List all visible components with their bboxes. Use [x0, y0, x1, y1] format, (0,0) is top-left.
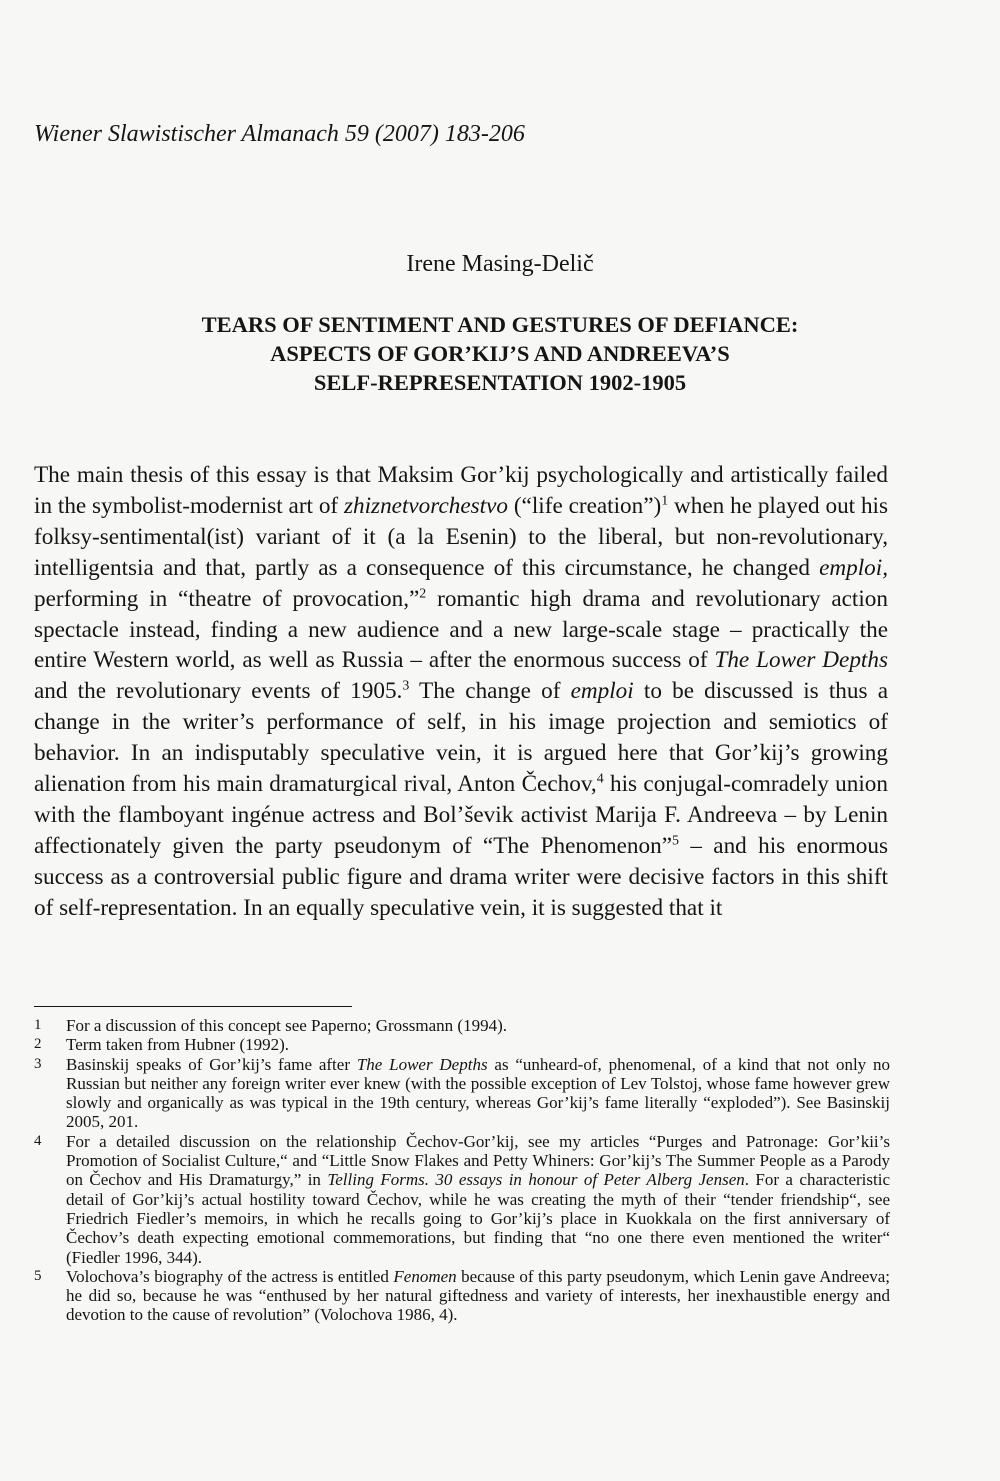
body-italic-title: The Lower Depths — [714, 647, 888, 674]
footnote-number: 4 — [34, 1132, 42, 1149]
footnote-italic-title: The Lower Depths — [356, 1054, 488, 1074]
body-text: The main thesis of this essay is that Maksim Gor’kij psychologically and artistically failed in the symbolist-modernist art of — [34, 462, 888, 519]
footnote-4 — [34, 1132, 890, 1267]
footnote-5 — [34, 1267, 890, 1325]
footnotes — [34, 1016, 890, 1325]
body-text: performing in “theatre of provocation,” — [34, 585, 420, 612]
footnote-ref-3[interactable]: 3 — [402, 679, 410, 694]
body-text: The change of — [409, 678, 571, 705]
body-text: his conjugal-comradely union with the flamboyant ingénue actress and Bol’ševik activist Marija F. Andreeva – by Lenin affectionately given the party pseudonym of “The Phenomenon” — [34, 771, 888, 859]
body-text: to be discussed is thus a change in the writer’s performance of self, in his image projection and semiotics of behavior. In an indisputably speculative vein, it is argued here that Gor’kij’s growing alienation from his main dramaturgical rival, Anton Čechov, — [34, 678, 888, 798]
footnote-text-part: Volochova’s biography of the actress is entitled — [66, 1266, 394, 1286]
body-italic-term: emploi, — [819, 554, 888, 581]
footnote-italic-title: Fenomen — [393, 1266, 457, 1286]
body-text: and the revolutionary events of 1905. — [34, 678, 403, 705]
footnote-1 — [34, 1016, 890, 1035]
footnote-number: 1 — [34, 1017, 42, 1033]
article-title — [60, 310, 940, 397]
body-paragraph — [34, 460, 888, 924]
title-line-3: SELF-REPRESENTATION 1902-1905 — [313, 370, 687, 395]
body-text: – and his enormous success as a controversial public figure and drama writer were decisive factors in this shift of self-representation. In an equally speculative vein, it is suggested that it — [34, 832, 888, 921]
footnote-text — [66, 1055, 890, 1132]
footnote-number: 5 — [34, 1267, 42, 1284]
footnote-italic-title: Telling Forms. 30 essays in honour of Peter Alberg Jensen — [327, 1170, 745, 1190]
footnote-number: 3 — [34, 1055, 42, 1072]
footnote-ref-2[interactable]: 2 — [419, 586, 427, 602]
footnote-text-part: For a detailed discussion on the relationship Čechov-Gor’kij, see my articles “Purges and Patronage: Gor’kii’s Promotion of Socialist Culture,“ and “Little Snow Flakes and Petty Whiners: Gor’kij’s The Summer People as a Parody on Čechov and His Dramaturgy,” in — [66, 1131, 890, 1190]
footnote-text-part: as “unheard-of, phenomenal, of a kind that not only no Russian but neither any foreign writer ever knew (with the possible exception of Lev Tolstoj, whose fame however grew slowly and organically as was typical in the 19th century, whereas Gor’kij’s fame literally “exploded”). See Basinskij 2005, 201. — [66, 1054, 890, 1132]
footnote-ref-4[interactable]: 4 — [596, 771, 604, 787]
article-author: Irene Masing-Delič — [406, 251, 594, 277]
body-italic-term: zhiznetvorchestvo — [343, 492, 508, 519]
footnote-text: Term taken from Hubner (1992). — [66, 1035, 290, 1055]
title-line-2: ASPECTS OF GOR’KIJ’S AND ANDREEVA’S — [270, 341, 730, 366]
body-text: when he played out his folksy-sentimental(ist) variant of it (a la Esenin) to the liberal, but non-revolutionary, intelligentsia and that, partly as a consequence of this circumstance, he changed — [34, 492, 889, 581]
footnote-text-part: because of this party pseudonym, which Lenin gave Andreeva; he did so, because he was “enthused by her natural giftedness and variety of interests, her inexhaustible energy and devotion to the cause of revolution” (Volochova 1986, 4). — [66, 1266, 891, 1325]
footnote-divider — [34, 1006, 352, 1007]
footnote-number: 2 — [34, 1036, 42, 1053]
body-italic-term: emploi — [570, 678, 634, 705]
footnote-text-part: Basinskij speaks of Gor’kij’s fame after — [66, 1054, 357, 1074]
body-text: romantic high drama and revolutionary action spectacle instead, finding a new audience and a new large-scale stage – practically the entire Western world, as well as Russia – after the enormous success of — [34, 585, 888, 674]
body-text: (“life creation”) — [507, 492, 662, 519]
footnote-ref-1[interactable]: 1 — [661, 493, 669, 509]
footnote-text — [66, 1267, 890, 1325]
footnote-text-part: . For a characteristic detail of Gor’kij’s actual hostility toward Čechov, while he was creating the myth of their “tender friendship“, see Friedrich Fiedler’s memoirs, in which he recalls going to Gor’kij’s place in Kuokkala on the first anniversary of Čechov’s death expecting emotional commemorations, but finding that “no one there even mentioned the writer“ (Fiedler 1996, 344). — [66, 1170, 890, 1267]
title-line-1: TEARS OF SENTIMENT AND GESTURES OF DEFIANCE: — [201, 312, 799, 337]
footnote-2 — [34, 1035, 890, 1054]
footnote-text: For a discussion of this concept see Paperno; Grossmann (1994). — [66, 1016, 507, 1035]
journal-citation: Wiener Slawistischer Almanach 59 (2007) 183-206 — [34, 121, 525, 147]
footnote-ref-5[interactable]: 5 — [672, 833, 679, 849]
footnote-3 — [34, 1055, 890, 1132]
footnote-text — [66, 1132, 890, 1267]
